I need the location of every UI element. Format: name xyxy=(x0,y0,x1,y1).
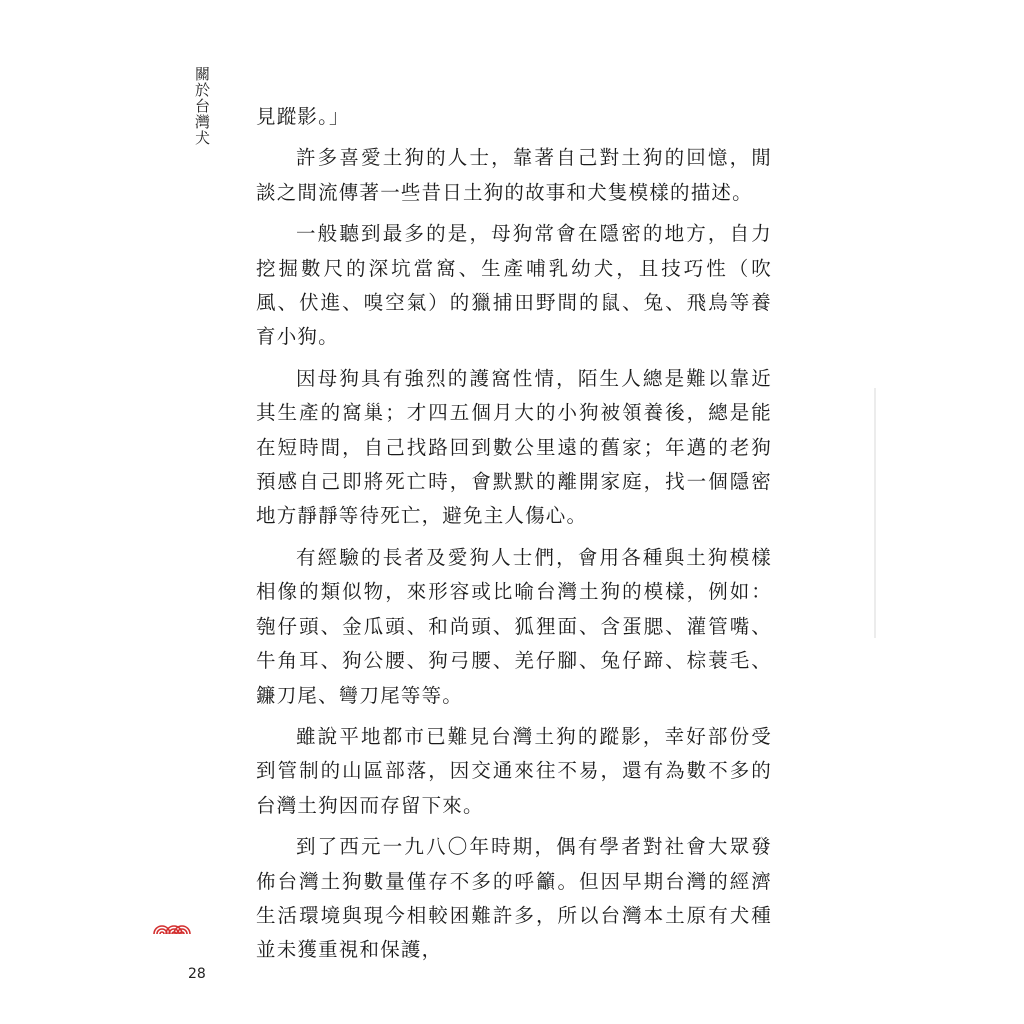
paragraph-6: 雖說平地都市已難見台灣土狗的蹤影，幸好部份受到管制的山區部落，因交通來往不易，還有為數不多的台灣土狗因而存留下來。 xyxy=(256,724,772,817)
paragraph-1: 見蹤影。」 xyxy=(256,105,350,128)
paragraph-7: 到了西元一九八〇年時期，偶有學者對社會大眾發佈台灣土狗數量僅存不多的呼籲。但因早期台灣的經濟生活環境與現今相較困難許多，所以台灣本土原有犬種並未獲重視和保護， xyxy=(256,835,772,962)
paragraph-2: 許多喜愛土狗的人士，靠著自己對土狗的回憶，閒談之間流傳著一些昔日土狗的故事和犬隻模樣的描述。 xyxy=(256,146,772,204)
body-text xyxy=(256,100,772,975)
margin-rule xyxy=(874,388,876,638)
page-number: 28 xyxy=(188,966,206,982)
paragraph-4: 因母狗具有強烈的護窩性情，陌生人總是難以靠近其生產的窩巢；才四五個月大的小狗被領養後，總是能在短時間，自己找路回到數公里遠的舊家；年邁的老狗預感自己即將死亡時，會默默的離開家庭，找一個隱密地方靜靜等待死亡，避免主人傷心。 xyxy=(256,366,772,528)
publisher-ornament-icon xyxy=(152,918,192,936)
running-head: 關於台灣犬 xyxy=(193,66,211,146)
paragraph-5: 有經驗的長者及愛狗人士們，會用各種與土狗模樣相像的類似物，來形容或比喻台灣土狗的模樣，例如：匏仔頭、金瓜頭、和尚頭、狐狸面、含蛋腮、灌管嘴、牛角耳、狗公腰、狗弓腰、羌仔腳、兔仔蹄、棕蓑毛、鐮刀尾、彎刀尾等等。 xyxy=(256,545,772,707)
paragraph-3: 一般聽到最多的是，母狗常會在隱密的地方，自力挖掘數尺的深坑當窩、生產哺乳幼犬，且技巧性（吹風、伏進、嗅空氣）的獵捕田野間的鼠、兔、飛鳥等養育小狗。 xyxy=(256,222,772,349)
